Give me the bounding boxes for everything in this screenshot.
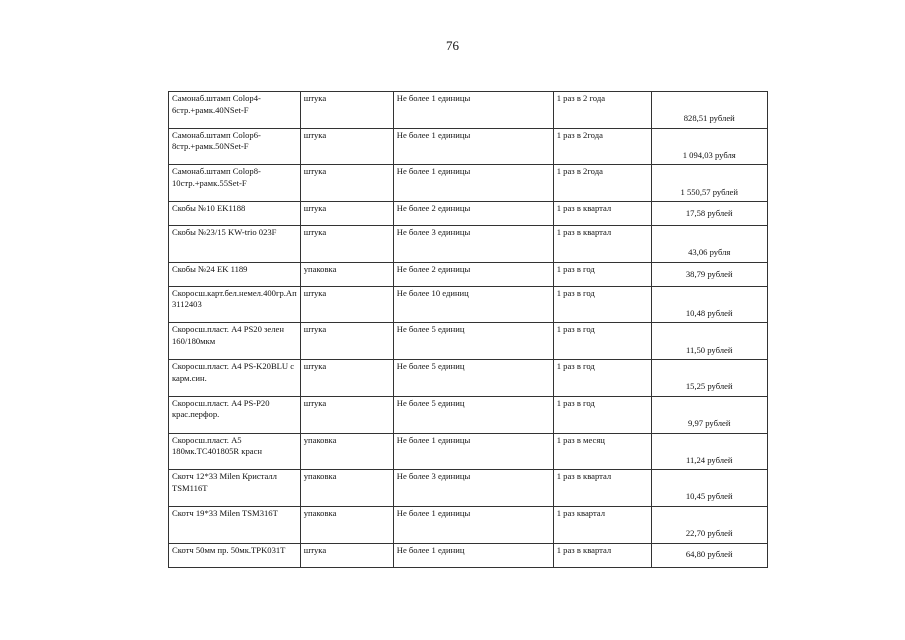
item-name-cell: Скотч 12*33 Milen Кристалл TSM116T	[169, 470, 301, 507]
item-name-cell: Самонаб.штамп Colop4-6стр.+рамк.40NSet-F	[169, 92, 301, 129]
frequency-cell: 1 раз в год	[553, 396, 651, 433]
quantity-cell: Не более 5 единиц	[393, 323, 553, 360]
price-cell: 22,70 рублей	[651, 506, 767, 543]
item-name-cell: Самонаб.штамп Colop6-8стр.+рамк.50NSet-F	[169, 128, 301, 165]
frequency-cell: 1 раз в месяц	[553, 433, 651, 470]
table-row	[169, 286, 768, 323]
price-cell: 11,50 рублей	[651, 323, 767, 360]
quantity-cell: Не более 1 единицы	[393, 128, 553, 165]
table-row	[169, 128, 768, 165]
table-row	[169, 202, 768, 226]
quantity-cell: Не более 1 единиц	[393, 543, 553, 567]
frequency-cell: 1 раз в год	[553, 286, 651, 323]
frequency-cell: 1 раз в год	[553, 323, 651, 360]
supplies-table	[168, 91, 768, 568]
unit-cell: штука	[300, 165, 393, 202]
table-row	[169, 543, 768, 567]
item-name-cell: Скоросш.пласт. А4 PS-P20 крас.перфор.	[169, 396, 301, 433]
quantity-cell: Не более 3 единицы	[393, 226, 553, 263]
item-name-cell: Скотч 19*33 Milen TSM316T	[169, 506, 301, 543]
quantity-cell: Не более 1 единицы	[393, 92, 553, 129]
unit-cell: штука	[300, 360, 393, 397]
item-name-cell: Скоросш.пласт. А5 180мк.ТС401805R красн	[169, 433, 301, 470]
price-cell: 64,80 рублей	[651, 543, 767, 567]
unit-cell: штука	[300, 543, 393, 567]
table-row	[169, 470, 768, 507]
unit-cell: упаковка	[300, 506, 393, 543]
unit-cell: штука	[300, 396, 393, 433]
table-row	[169, 323, 768, 360]
item-name-cell: Скоросш.пласт. А4 PS20 зелен 160/180мкм	[169, 323, 301, 360]
quantity-cell: Не более 10 единиц	[393, 286, 553, 323]
unit-cell: штука	[300, 286, 393, 323]
quantity-cell: Не более 1 единицы	[393, 506, 553, 543]
frequency-cell: 1 раз в 2года	[553, 165, 651, 202]
price-cell: 38,79 рублей	[651, 262, 767, 286]
item-name-cell: Скоросш.пласт. А4 PS-K20BLU с карм.син.	[169, 360, 301, 397]
frequency-cell: 1 раз в год	[553, 360, 651, 397]
quantity-cell: Не более 1 единицы	[393, 165, 553, 202]
table-row	[169, 433, 768, 470]
price-cell: 17,58 рублей	[651, 202, 767, 226]
frequency-cell: 1 раз в 2 года	[553, 92, 651, 129]
frequency-cell: 1 раз в квартал	[553, 226, 651, 263]
unit-cell: штука	[300, 92, 393, 129]
table-row	[169, 262, 768, 286]
unit-cell: упаковка	[300, 433, 393, 470]
frequency-cell: 1 раз в квартал	[553, 202, 651, 226]
price-cell: 9,97 рублей	[651, 396, 767, 433]
frequency-cell: 1 раз в квартал	[553, 470, 651, 507]
item-name-cell: Скобы №24 EK 1189	[169, 262, 301, 286]
item-name-cell: Скоросш.карт.бел.немел.400гр.Ап 3112403	[169, 286, 301, 323]
frequency-cell: 1 раз в квартал	[553, 543, 651, 567]
table-row	[169, 226, 768, 263]
price-cell: 828,51 рублей	[651, 92, 767, 129]
unit-cell: штука	[300, 323, 393, 360]
price-cell: 10,48 рублей	[651, 286, 767, 323]
price-cell: 10,45 рублей	[651, 470, 767, 507]
item-name-cell: Скобы №10 EK1188	[169, 202, 301, 226]
item-name-cell: Самонаб.штамп Colop8-10стр.+рамк.55Set-F	[169, 165, 301, 202]
price-cell: 15,25 рублей	[651, 360, 767, 397]
unit-cell: упаковка	[300, 262, 393, 286]
unit-cell: штука	[300, 202, 393, 226]
quantity-cell: Не более 2 единицы	[393, 262, 553, 286]
price-cell: 1 550,57 рублей	[651, 165, 767, 202]
table-row	[169, 92, 768, 129]
quantity-cell: Не более 3 единицы	[393, 470, 553, 507]
quantity-cell: Не более 5 единиц	[393, 360, 553, 397]
unit-cell: упаковка	[300, 470, 393, 507]
page-number: 76	[446, 38, 459, 53]
quantity-cell: Не более 2 единицы	[393, 202, 553, 226]
item-name-cell: Скобы №23/15 KW-trio 023F	[169, 226, 301, 263]
table-row	[169, 360, 768, 397]
price-cell: 1 094,03 рубля	[651, 128, 767, 165]
table-row	[169, 506, 768, 543]
table-row	[169, 165, 768, 202]
item-name-cell: Скотч 50мм пр. 50мк.TPK031T	[169, 543, 301, 567]
quantity-cell: Не более 5 единиц	[393, 396, 553, 433]
frequency-cell: 1 раз квартал	[553, 506, 651, 543]
quantity-cell: Не более 1 единицы	[393, 433, 553, 470]
unit-cell: штука	[300, 128, 393, 165]
table-row	[169, 396, 768, 433]
price-cell: 11,24 рублей	[651, 433, 767, 470]
unit-cell: штука	[300, 226, 393, 263]
frequency-cell: 1 раз в 2года	[553, 128, 651, 165]
price-cell: 43,06 рубля	[651, 226, 767, 263]
frequency-cell: 1 раз в год	[553, 262, 651, 286]
